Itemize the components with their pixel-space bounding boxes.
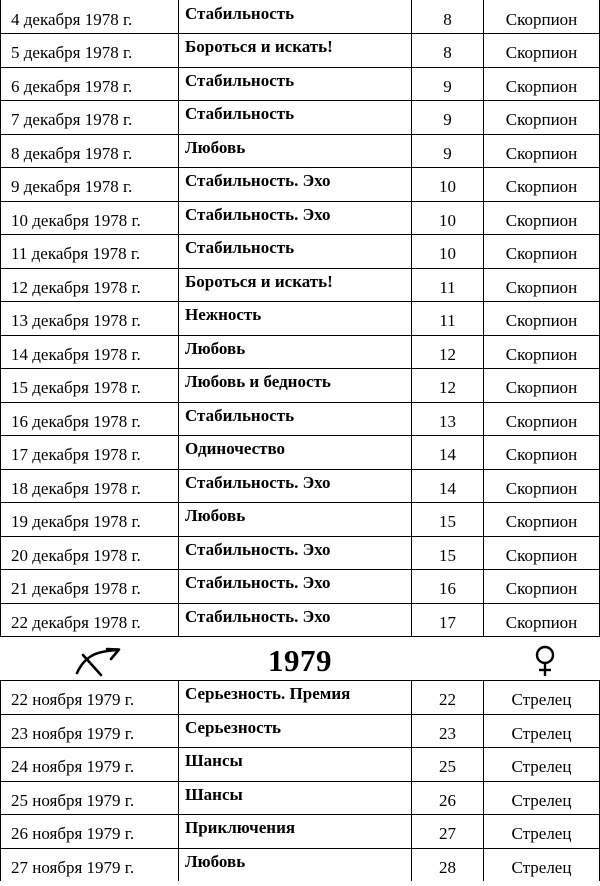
table-row xyxy=(1,570,600,604)
date-cell: 26 ноября 1979 г. xyxy=(1,818,179,852)
number-cell: 11 xyxy=(412,271,484,305)
zodiac-sign-cell: Скорпион xyxy=(484,338,600,372)
number-cell: 23 xyxy=(412,717,484,751)
table-row xyxy=(1,235,600,269)
date-cell: 22 ноября 1979 г. xyxy=(1,684,179,718)
title-cell: Серьезность. Премия xyxy=(179,678,412,712)
table-row xyxy=(1,168,600,202)
number-cell: 9 xyxy=(412,137,484,171)
number-cell: 25 xyxy=(412,751,484,785)
number-cell: 12 xyxy=(412,338,484,372)
title-cell: Любовь и бедность xyxy=(179,366,412,400)
date-cell: 7 декабря 1978 г. xyxy=(1,104,179,138)
zodiac-sign-cell: Стрелец xyxy=(484,684,600,718)
date-cell: 10 декабря 1978 г. xyxy=(1,204,179,238)
date-cell: 27 ноября 1979 г. xyxy=(1,851,179,884)
title-cell: Стабильность. Эхо xyxy=(179,600,412,634)
table-row xyxy=(1,34,600,68)
title-cell: Любовь xyxy=(179,332,412,366)
date-cell: 22 декабря 1978 г. xyxy=(1,606,179,640)
number-cell: 27 xyxy=(412,818,484,852)
table-row xyxy=(1,848,600,881)
zodiac-sign-cell: Скорпион xyxy=(484,305,600,339)
date-cell: 18 декабря 1978 г. xyxy=(1,472,179,506)
table-row xyxy=(1,815,600,849)
table-row xyxy=(1,402,600,436)
table-row xyxy=(1,714,600,748)
number-cell: 14 xyxy=(412,439,484,473)
date-cell: 21 декабря 1978 г. xyxy=(1,573,179,607)
year-title: 1979 xyxy=(268,643,332,678)
zodiac-sign-cell: Скорпион xyxy=(484,372,600,406)
number-cell: 8 xyxy=(412,37,484,71)
title-cell: Стабильность. Эхо xyxy=(179,198,412,232)
table-1979 xyxy=(0,680,600,881)
number-cell: 15 xyxy=(412,506,484,540)
venus-icon xyxy=(533,645,557,677)
number-cell: 11 xyxy=(412,305,484,339)
date-cell: 8 декабря 1978 г. xyxy=(1,137,179,171)
zodiac-sign-cell: Скорпион xyxy=(484,405,600,439)
table-row xyxy=(1,603,600,637)
title-cell: Бороться и искать! xyxy=(179,31,412,65)
zodiac-sign-cell: Стрелец xyxy=(484,784,600,818)
number-cell: 26 xyxy=(412,784,484,818)
number-cell: 10 xyxy=(412,204,484,238)
title-cell: Стабильность. Эхо xyxy=(179,533,412,567)
zodiac-sign-cell: Скорпион xyxy=(484,104,600,138)
zodiac-sign-cell: Скорпион xyxy=(484,238,600,272)
date-cell: 11 декабря 1978 г. xyxy=(1,238,179,272)
date-cell: 17 декабря 1978 г. xyxy=(1,439,179,473)
date-cell: 15 декабря 1978 г. xyxy=(1,372,179,406)
zodiac-sign-cell: Скорпион xyxy=(484,137,600,171)
zodiac-sign-cell: Стрелец xyxy=(484,851,600,884)
year-header xyxy=(0,641,600,680)
date-cell: 19 декабря 1978 г. xyxy=(1,506,179,540)
title-cell: Стабильность. Эхо xyxy=(179,165,412,199)
number-cell: 9 xyxy=(412,104,484,138)
table-row xyxy=(1,201,600,235)
zodiac-sign-cell: Скорпион xyxy=(484,573,600,607)
table-row xyxy=(1,67,600,101)
table-row xyxy=(1,681,600,715)
zodiac-sign-cell: Скорпион xyxy=(484,439,600,473)
zodiac-sign-cell: Скорпион xyxy=(484,472,600,506)
zodiac-sign-cell: Скорпион xyxy=(484,606,600,640)
title-cell: Стабильность xyxy=(179,0,412,31)
title-cell: Любовь xyxy=(179,500,412,534)
table-row xyxy=(1,134,600,168)
table-row xyxy=(1,781,600,815)
table-row xyxy=(1,503,600,537)
date-cell: 4 декабря 1978 г. xyxy=(1,3,179,37)
title-cell: Стабильность. Эхо xyxy=(179,567,412,601)
table-row xyxy=(1,748,600,782)
date-cell: 9 декабря 1978 г. xyxy=(1,171,179,205)
number-cell: 10 xyxy=(412,171,484,205)
table-row xyxy=(1,302,600,336)
table-row xyxy=(1,101,600,135)
title-cell: Стабильность xyxy=(179,232,412,266)
zodiac-sign-cell: Стрелец xyxy=(484,717,600,751)
table-row xyxy=(1,369,600,403)
table-row xyxy=(1,0,600,34)
number-cell: 14 xyxy=(412,472,484,506)
title-cell: Шансы xyxy=(179,745,412,779)
number-cell: 12 xyxy=(412,372,484,406)
date-cell: 16 декабря 1978 г. xyxy=(1,405,179,439)
title-cell: Бороться и искать! xyxy=(179,265,412,299)
number-cell: 16 xyxy=(412,573,484,607)
number-cell: 9 xyxy=(412,70,484,104)
table-row xyxy=(1,268,600,302)
table-body-1979 xyxy=(1,681,600,882)
number-cell: 8 xyxy=(412,3,484,37)
title-cell: Стабильность. Эхо xyxy=(179,466,412,500)
table-body-1978 xyxy=(1,0,600,637)
zodiac-sign-cell: Скорпион xyxy=(484,271,600,305)
title-cell: Стабильность xyxy=(179,399,412,433)
date-cell: 14 декабря 1978 г. xyxy=(1,338,179,372)
number-cell: 22 xyxy=(412,684,484,718)
table-row xyxy=(1,335,600,369)
zodiac-sign-cell: Скорпион xyxy=(484,171,600,205)
date-cell: 25 ноября 1979 г. xyxy=(1,784,179,818)
title-cell: Нежность xyxy=(179,299,412,333)
zodiac-sign-cell: Скорпион xyxy=(484,37,600,71)
zodiac-sign-cell: Стрелец xyxy=(484,818,600,852)
number-cell: 10 xyxy=(412,238,484,272)
date-cell: 20 декабря 1978 г. xyxy=(1,539,179,573)
date-cell: 24 ноября 1979 г. xyxy=(1,751,179,785)
zodiac-sign-cell: Скорпион xyxy=(484,204,600,238)
title-cell: Стабильность xyxy=(179,98,412,132)
zodiac-sign-cell: Скорпион xyxy=(484,3,600,37)
zodiac-sign-cell: Скорпион xyxy=(484,506,600,540)
zodiac-sign-cell: Скорпион xyxy=(484,539,600,573)
title-cell: Любовь xyxy=(179,845,412,878)
title-cell: Приключения xyxy=(179,812,412,846)
title-cell: Стабильность xyxy=(179,64,412,98)
date-cell: 23 ноября 1979 г. xyxy=(1,717,179,751)
date-cell: 12 декабря 1978 г. xyxy=(1,271,179,305)
zodiac-sign-cell: Скорпион xyxy=(484,70,600,104)
date-cell: 6 декабря 1978 г. xyxy=(1,70,179,104)
table-row xyxy=(1,436,600,470)
number-cell: 17 xyxy=(412,606,484,640)
table-row xyxy=(1,536,600,570)
zodiac-sign-cell: Стрелец xyxy=(484,751,600,785)
title-cell: Любовь xyxy=(179,131,412,165)
table-row xyxy=(1,469,600,503)
number-cell: 13 xyxy=(412,405,484,439)
title-cell: Шансы xyxy=(179,778,412,812)
date-cell: 13 декабря 1978 г. xyxy=(1,305,179,339)
title-cell: Серьезность xyxy=(179,711,412,745)
title-cell: Одиночество xyxy=(179,433,412,467)
date-cell: 5 декабря 1978 г. xyxy=(1,37,179,71)
number-cell: 28 xyxy=(412,851,484,884)
number-cell: 15 xyxy=(412,539,484,573)
